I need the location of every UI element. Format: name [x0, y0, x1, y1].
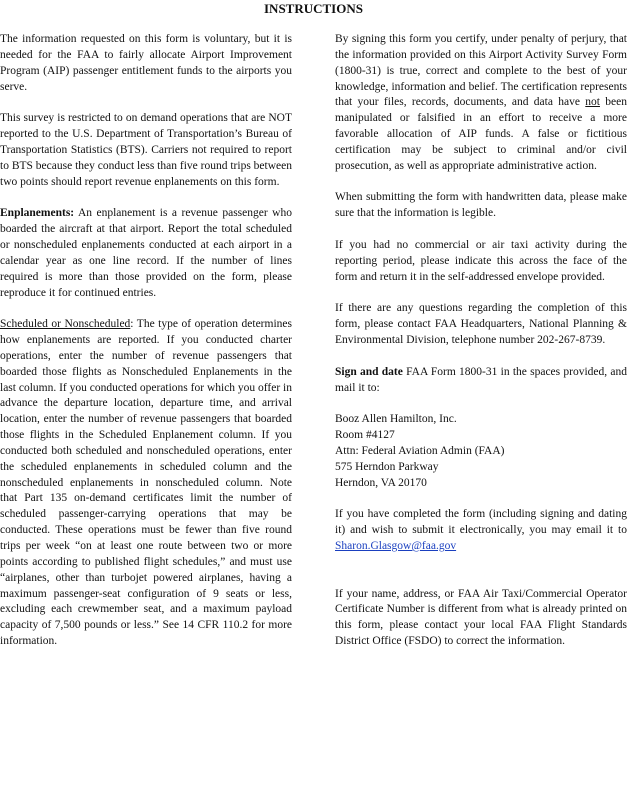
- email-link[interactable]: Sharon.Glasgow@faa.gov: [335, 540, 457, 552]
- sign-and-date-heading: Sign and date: [335, 365, 403, 378]
- address-line: Herndon, VA 20170: [335, 476, 427, 489]
- questions-paragraph: If there are any questions regarding the completion of this form, please contact FAA Headquarters, National Planning & Environmental Division, telephone number 202-267-8739.: [335, 302, 627, 347]
- certification-text-a: By signing this form you certify, under penalty of perjury, that the information provided on this Airport Activity Survey Form (1800-31) is true, correct and complete to the best of your knowledge, information and belief. The certification represents that your files, records, documents, and data have: [335, 33, 627, 109]
- enplanements-heading: Enplanements:: [0, 207, 75, 220]
- enplanements-text: An enplanement is a revenue passenger who boarded the aircraft at that airport. Report the total scheduled or nonscheduled enplanements conducted at each airport in a calendar year as one line record. If the number of lines required is more than those provided on the form, please reproduce it for continued entries.: [0, 207, 292, 299]
- enplanements-paragraph: [0, 206, 292, 301]
- sign-and-date-paragraph: [335, 365, 627, 397]
- right-column: [335, 32, 627, 666]
- email-text: If you have completed the form (including signing and dating it) and wish to submit it electronically, you may email it to: [335, 508, 627, 537]
- voluntary-paragraph: The information requested on this form is voluntary, but it is needed for the FAA to fairly allocate Airport Improvement Program (AIP) passenger entitlement funds to the airports you serve.: [0, 33, 292, 93]
- scheduled-text: : The type of operation determines how enplanements are reported. If you conducted charter operations, enter the number of revenue passengers that boarded those flights as Nonscheduled Enplanements in the last column. If you conducted operations for which you offer in advance the departure location, departure time, and arrival location, enter the number of revenue passengers that boarded those flights in the Scheduled Enplanement column. If you conducted both scheduled and nonscheduled operations, enter the scheduled enplanements in scheduled column and the nonscheduled enplanements in nonscheduled column. Note that Part 135 on-demand certificates limit the number of scheduled passenger-carrying operations that may be conducted. These operations must be fewer than five round trips per week “on at least one route between two or more points according to published flight schedules,” and must use “airplanes, other than turbojet powered airplanes, having a maximum passenger-seat configuration of 9 seats or less, excluding each crewmember seat, and a maximum payload capacity of 7,500 pounds or less.” See 14 CFR 110.2 for more information.: [0, 318, 293, 648]
- scheduled-heading: Scheduled or Nonscheduled: [0, 318, 131, 331]
- not-emphasis: not: [585, 96, 600, 109]
- no-activity-paragraph: If you had no commercial or air taxi activity during the reporting period, please indicate this across the face of the form and return it in the self-addressed envelope provided.: [335, 238, 627, 283]
- address-line: 575 Herndon Parkway: [335, 460, 439, 473]
- fsdo-paragraph: If your name, address, or FAA Air Taxi/Commercial Operator Certificate Number is different from what is already printed on this form, please contact your local FAA Flight Standards District Office (FSDO) to correct the information.: [335, 587, 627, 648]
- scheduled-paragraph: [0, 317, 292, 650]
- left-column: [0, 32, 292, 666]
- email-paragraph: [335, 507, 627, 555]
- address-line: Booz Allen Hamilton, Inc.: [335, 413, 457, 426]
- page-title: INSTRUCTIONS: [264, 1, 363, 16]
- certification-text-b: been manipulated or falsified in an effort to receive a more favorable allocation of AIP funds. A false or fictitious certification may be subject to criminal and/or civil prosecution, as well as appropriate administrative action.: [335, 96, 627, 172]
- address-line: Attn: Federal Aviation Admin (FAA): [335, 444, 505, 457]
- survey-restriction-paragraph: This survey is restricted to on demand operations that are NOT reported to the U.S. Department of Transportation’s Bureau of Transportation Statistics (BTS). Carriers not required to report to BTS because they conduct less than five round trips between two points should report revenue enplanements on this form.: [0, 112, 292, 188]
- address-line: Room #4127: [335, 429, 395, 442]
- certification-paragraph: [335, 32, 627, 175]
- mailing-address: [335, 412, 627, 491]
- legibility-paragraph: When submitting the form with handwritten data, please make sure that the information is legible.: [335, 191, 627, 220]
- sign-and-date-text: FAA Form 1800-31 in the spaces provided, and mail it to:: [335, 365, 627, 394]
